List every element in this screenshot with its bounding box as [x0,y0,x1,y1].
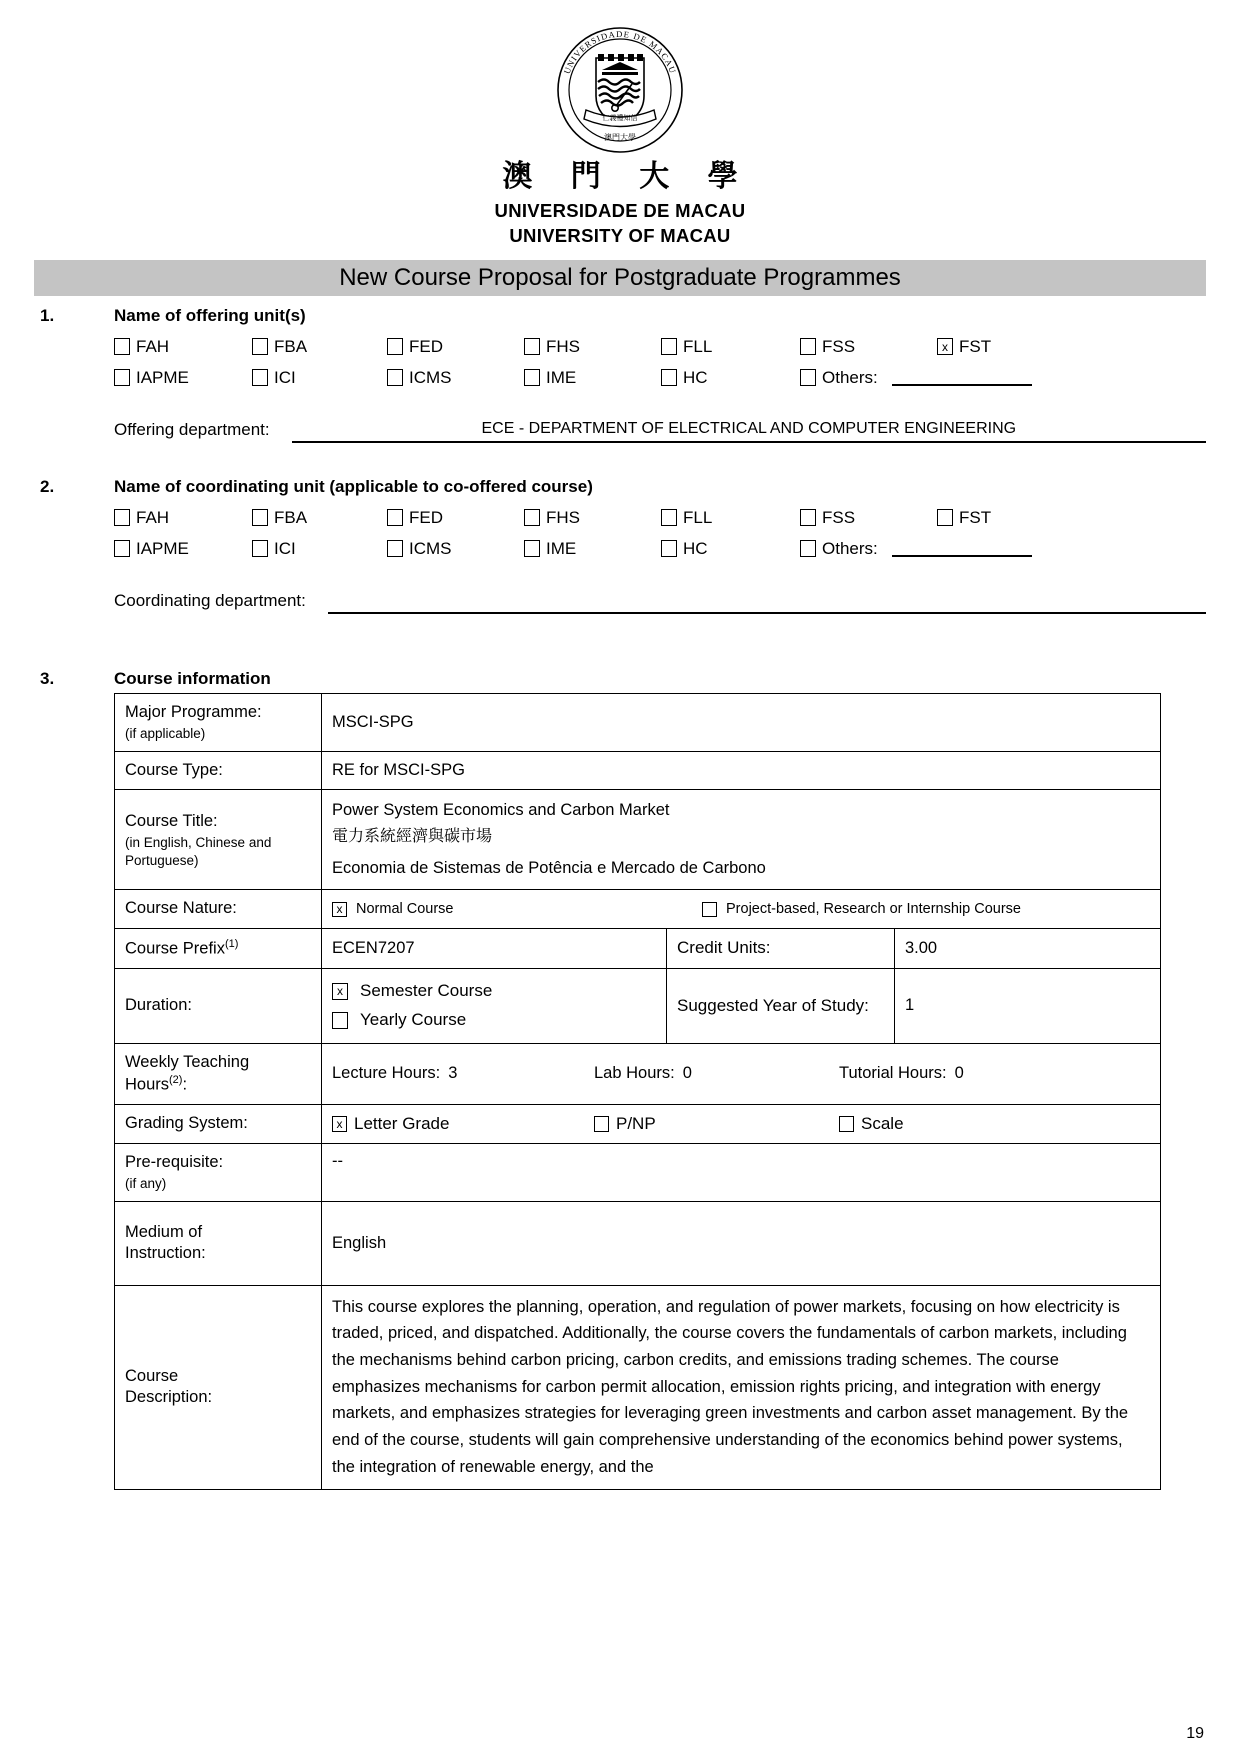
section-3-heading: Course information [114,669,271,688]
checkbox-label: HC [683,367,708,387]
lab-hours-label: Lab Hours: [594,1064,675,1083]
checkbox-offering-others[interactable] [800,368,1032,388]
checkbox-scale-grade[interactable] [839,1114,904,1134]
checkbox-box-icon[interactable] [702,902,717,917]
table-row-major-programme [115,694,1161,752]
checkbox-offering-fhs[interactable] [524,337,661,357]
tutorial-hours-label: Tutorial Hours: [839,1064,947,1083]
course-prefix-value[interactable]: ECEN7207 [322,928,667,968]
checkbox-label: Project-based, Research or Internship Course [726,901,1021,918]
checkbox-label: FHS [546,507,580,527]
checkbox-box-icon[interactable] [839,1116,854,1132]
checkbox-normal-course[interactable] [332,901,702,917]
checkbox-label: FBA [274,336,308,356]
course-title-chinese[interactable]: 電力系統經濟與碳市場 [332,825,493,845]
checkbox-label: FED [409,507,443,527]
table-row-grading-system [115,1105,1161,1143]
major-programme-value[interactable]: MSCI-SPG [322,694,1161,752]
checkbox-box-icon-checked[interactable] [937,338,953,355]
checkbox-label: ICMS [409,367,452,387]
course-prefix-label [115,928,322,968]
section-course-information [34,669,1206,1490]
checkbox-box-icon[interactable] [114,540,130,557]
checkbox-box-icon[interactable] [524,338,540,355]
checkbox-label: ICMS [409,538,452,558]
checkbox-box-icon[interactable] [252,338,268,355]
checkbox-coordinating-ime[interactable] [524,539,661,559]
checkbox-label: Others: [822,538,878,558]
checkbox-box-icon[interactable] [661,509,677,526]
table-row-duration [115,968,1161,1043]
coordinating-department-label: Coordinating department: [114,591,306,610]
coordinating-unit-row-1 [114,502,1206,533]
checkbox-box-icon[interactable] [800,338,816,355]
offering-others-input[interactable] [892,370,1032,386]
checkbox-box-icon[interactable] [387,509,403,526]
table-row-course-title [115,790,1161,890]
university-name-chinese: 澳 門 大 學 [502,159,752,194]
checkbox-label: FLL [683,336,713,356]
course-prefix-footnote: (1) [224,937,239,950]
checkbox-offering-icms[interactable] [387,368,524,388]
tutorial-hours-value[interactable]: 0 [954,1064,964,1083]
major-programme-label [115,694,322,752]
checkbox-label: Yearly Course [360,1010,467,1030]
checkbox-semester-course[interactable] [332,977,656,1006]
university-name-portuguese: UNIVERSIDADE DE MACAU [494,200,746,221]
checkbox-coordinating-others[interactable] [800,539,1032,559]
checkbox-box-icon[interactable] [661,540,677,557]
coordinating-unit-checkbox-grid [114,502,1206,564]
description-label-line2: Description: [125,1388,213,1407]
checkbox-box-icon[interactable] [800,540,816,557]
checkbox-box-icon[interactable] [387,338,403,355]
checkbox-coordinating-icms[interactable] [387,539,524,559]
checkbox-label: Scale [861,1113,904,1133]
section-2-heading: Name of coordinating unit (applicable to co-offered course) [114,477,593,496]
course-description-value[interactable]: This course explores the planning, operation, and regulation of power markets, focusing on how electricity is traded, priced, and dispatched. Additionally, the course covers the fundamentals of carbon markets, including the mechanisms behind carbon pricing, carbon credits, and emissions trading schemes. The course emphasizes mechanisms for carbon permit allocation, emission rights pricing, and integration with energy markets, and emphasizes strategies for leveraging green investments and carbon asset management. By the end of the course, students will gain comprehensive understanding of the economics behind power systems, the integration of renewable energy, and the [322,1285,1161,1489]
checkbox-label: Semester Course [360,981,493,1001]
checkbox-coordinating-fah[interactable] [114,508,252,528]
checkbox-label: Letter Grade [354,1113,450,1133]
section-2-number: 2. [40,477,55,496]
offering-department-value[interactable]: ECE - DEPARTMENT OF ELECTRICAL AND COMPUTER ENGINEERING [292,420,1206,443]
prerequisite-label [115,1143,322,1201]
duration-options [322,968,667,1043]
checkbox-label: Normal Course [356,901,454,918]
checkbox-label: FBA [274,507,308,527]
checkbox-label: ICI [274,367,296,387]
prerequisite-value[interactable]: -- [322,1143,1161,1201]
checkbox-label: FAH [136,507,170,527]
form-title-banner: New Course Proposal for Postgraduate Programmes [34,260,1206,296]
table-row-course-type [115,751,1161,789]
table-row-course-nature [115,890,1161,928]
checkbox-box-icon[interactable] [661,369,677,386]
checkbox-label: FED [409,336,443,356]
checkbox-label: P/NP [616,1113,656,1133]
checkbox-offering-fba[interactable] [252,337,387,357]
checkbox-coordinating-fss[interactable] [800,508,937,528]
checkbox-box-icon-checked[interactable] [332,902,347,917]
table-row-prerequisite [115,1143,1161,1201]
coordinating-department-row [114,591,1206,614]
checkbox-box-icon[interactable] [114,338,130,355]
credit-units-value[interactable]: 3.00 [895,928,1161,968]
coordinating-unit-row-2 [114,533,1206,564]
course-nature-options [322,890,1161,928]
checkbox-yearly-course[interactable] [332,1006,656,1035]
checkbox-label: FST [959,336,992,356]
table-row-course-description [115,1285,1161,1489]
section-1-heading: Name of offering unit(s) [114,306,306,325]
checkbox-offering-ime[interactable] [524,368,661,388]
checkbox-offering-iapme[interactable] [114,368,252,388]
offering-unit-checkbox-grid [114,331,1206,393]
checkbox-box-icon[interactable] [524,509,540,526]
checkbox-label: Others: [822,367,878,387]
grading-system-label: Grading System: [115,1105,322,1143]
weekly-hours-values [322,1043,1161,1104]
course-information-table [114,693,1161,1490]
crest-motto-text: 仁義禮知信 [602,114,638,122]
tutorial-hours-field[interactable] [839,1064,964,1083]
page-number: 19 [1186,1725,1204,1742]
medium-of-instruction-label [115,1201,322,1285]
course-type-label: Course Type: [115,751,322,789]
weekly-hours-footnote: (2) [169,1074,183,1087]
checkbox-label: FSS [822,507,856,527]
lecture-hours-label: Lecture Hours: [332,1064,441,1083]
checkbox-label: FST [959,507,992,527]
checkbox-coordinating-fhs[interactable] [524,508,661,528]
checkbox-label: FLL [683,507,713,527]
offering-unit-row-2 [114,362,1206,393]
course-title-label-text: Course Title: [125,811,218,830]
checkbox-offering-fed[interactable] [387,337,524,357]
course-title-values[interactable] [322,790,1161,890]
checkbox-box-icon[interactable] [114,369,130,386]
course-title-label [115,790,322,890]
university-name-english: UNIVERSITY OF MACAU [509,225,731,246]
checkbox-offering-fah[interactable] [114,337,252,357]
course-description-label [115,1285,322,1489]
checkbox-label: ICI [274,538,296,558]
checkbox-box-icon[interactable] [937,509,953,526]
checkbox-pnp-grade[interactable] [594,1114,839,1134]
table-row-course-prefix [115,928,1161,968]
suggested-year-label: Suggested Year of Study: [667,968,895,1043]
lecture-hours-value[interactable]: 3 [448,1064,458,1083]
checkbox-box-icon[interactable] [252,509,268,526]
checkbox-box-icon[interactable] [332,1012,348,1029]
checkbox-project-based-course[interactable] [702,901,1021,917]
checkbox-box-icon[interactable] [800,509,816,526]
checkbox-box-icon-checked[interactable] [332,1116,347,1132]
checkbox-letter-grade[interactable] [332,1114,594,1134]
checkbox-label: FAH [136,336,170,356]
table-row-weekly-hours [115,1043,1161,1104]
checkbox-coordinating-fba[interactable] [252,508,387,528]
offering-unit-row-1 [114,331,1206,362]
offering-department-row [114,420,1206,443]
checkbox-coordinating-hc[interactable] [661,539,800,559]
checkbox-box-icon[interactable] [524,369,540,386]
medium-of-instruction-value[interactable]: English [322,1201,1161,1285]
lab-hours-field[interactable] [594,1064,839,1083]
masthead [0,0,1240,247]
prerequisite-sublabel: (if any) [125,1175,167,1191]
checkbox-offering-hc[interactable] [661,368,800,388]
course-title-sublabel: (in English, Chinese and Portuguese) [125,835,272,868]
checkbox-box-icon[interactable] [524,540,540,557]
checkbox-box-icon[interactable] [800,369,816,386]
major-programme-label-text: Major Programme: [125,703,262,721]
checkbox-label: FSS [822,336,856,356]
section-1-number: 1. [40,306,55,325]
course-title-english[interactable]: Power System Economics and Carbon Market [332,801,670,820]
checkbox-offering-fst[interactable] [937,337,1057,357]
section-3-number: 3. [40,669,55,688]
section-coordinating-unit [34,477,1206,614]
checkbox-label: IAPME [136,538,189,558]
checkbox-label: IME [546,367,577,387]
checkbox-box-icon[interactable] [252,540,268,557]
checkbox-box-icon[interactable] [387,369,403,386]
checkbox-offering-ici[interactable] [252,368,387,388]
checkbox-label: IAPME [136,367,189,387]
checkbox-coordinating-fll[interactable] [661,508,800,528]
course-title-portuguese[interactable]: Economia de Sistemas de Potência e Mercado de Carbono [332,858,766,877]
section-offering-unit [34,306,1206,443]
table-row-medium-of-instruction [115,1201,1161,1285]
checkbox-label: IME [546,538,577,558]
course-prefix-label-text: Course Prefix [125,939,225,958]
checkbox-offering-fll[interactable] [661,337,800,357]
weekly-hours-label-suffix: : [182,1075,188,1094]
credit-units-label: Credit Units: [667,928,895,968]
coordinating-others-input[interactable] [892,541,1032,557]
coordinating-department-value[interactable] [328,592,1206,614]
crest-arc-text: UNIVERSIDADE DE MACAU [561,28,679,76]
checkbox-box-icon-checked[interactable] [332,983,348,1000]
university-crest-logo [556,26,684,154]
prerequisite-label-text: Pre-requisite: [125,1152,224,1171]
suggested-year-value[interactable]: 1 [895,968,1161,1043]
course-type-value[interactable]: RE for MSCI-SPG [322,751,1161,789]
course-nature-label: Course Nature: [115,890,322,928]
checkbox-label: HC [683,538,708,558]
weekly-hours-label-text: Weekly Teaching Hours [125,1052,250,1094]
checkbox-label: FHS [546,336,580,356]
checkbox-coordinating-ici[interactable] [252,539,387,559]
medium-label-line2: Instruction: [125,1244,206,1263]
checkbox-box-icon[interactable] [594,1116,609,1132]
lecture-hours-field[interactable] [332,1064,594,1083]
weekly-hours-label [115,1043,322,1104]
lab-hours-value[interactable]: 0 [682,1064,692,1083]
checkbox-box-icon[interactable] [252,369,268,386]
checkbox-coordinating-iapme[interactable] [114,539,252,559]
medium-label-line1: Medium of [125,1222,203,1241]
offering-department-label: Offering department: [114,420,270,439]
checkbox-coordinating-fst[interactable] [937,508,1057,528]
checkbox-coordinating-fed[interactable] [387,508,524,528]
checkbox-box-icon[interactable] [114,509,130,526]
grading-system-options [322,1105,1161,1143]
description-label-line1: Course [125,1366,179,1385]
crest-bottom-text: 澳門大學 [604,133,636,142]
major-programme-sublabel: (if applicable) [125,726,206,742]
checkbox-box-icon[interactable] [387,540,403,557]
duration-label: Duration: [115,968,322,1043]
checkbox-box-icon[interactable] [661,338,677,355]
checkbox-offering-fss[interactable] [800,337,937,357]
